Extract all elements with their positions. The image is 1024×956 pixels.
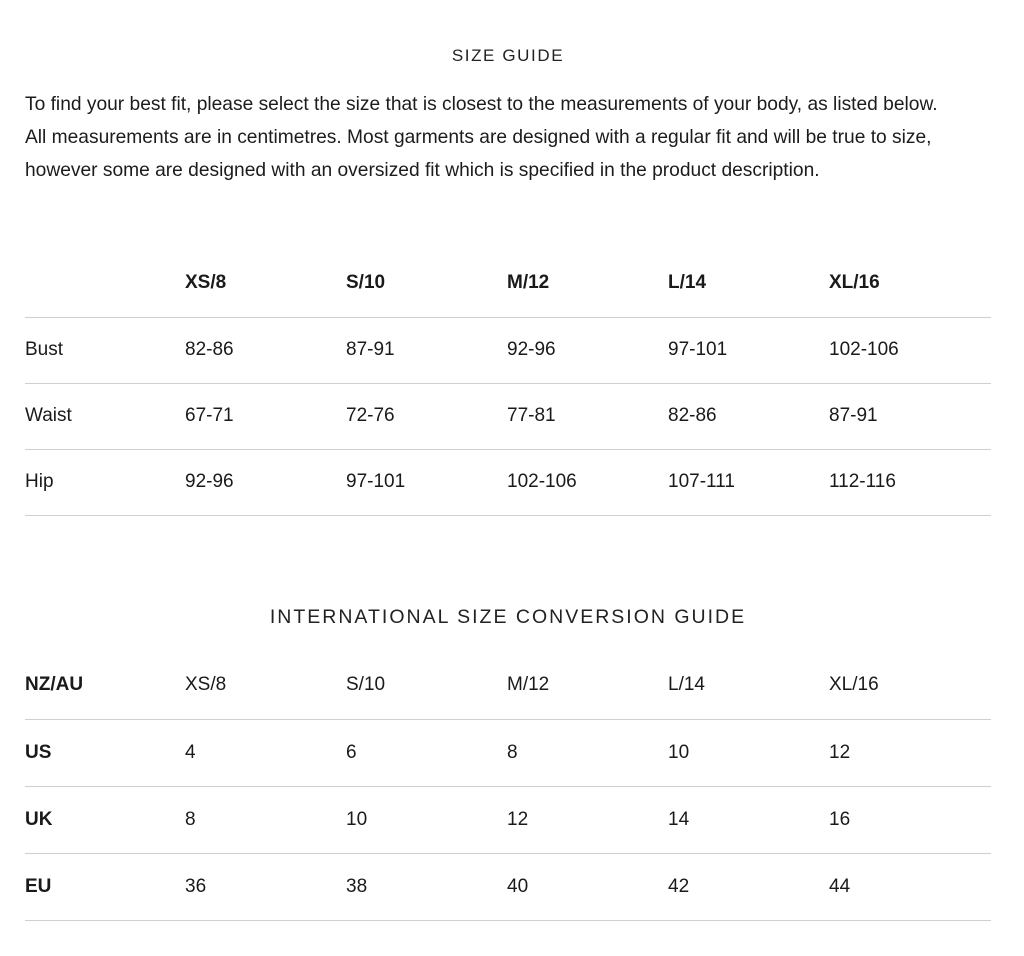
row-label: UK: [25, 786, 185, 853]
header-cell-m: M/12: [507, 250, 668, 317]
row-label: US: [25, 719, 185, 786]
table-cell: 12: [507, 786, 668, 853]
table-cell: 42: [668, 853, 829, 920]
table-cell: 14: [668, 786, 829, 853]
row-label: NZ/AU: [25, 652, 185, 719]
table-cell: 97-101: [668, 317, 829, 383]
table-cell: 87-91: [829, 383, 991, 449]
table-row: [25, 853, 991, 920]
table-cell: L/14: [668, 652, 829, 719]
table-cell: 6: [346, 719, 507, 786]
table-row: [25, 652, 991, 719]
table-row: [25, 317, 991, 383]
table-cell: 97-101: [346, 449, 507, 515]
table-header-row: [25, 250, 991, 317]
table-cell: 77-81: [507, 383, 668, 449]
header-cell-l: L/14: [668, 250, 829, 317]
table-cell: 82-86: [668, 383, 829, 449]
size-conversion-table: [25, 652, 991, 921]
row-label: EU: [25, 853, 185, 920]
table-cell: 10: [668, 719, 829, 786]
table-cell: 112-116: [829, 449, 991, 515]
table-cell: XL/16: [829, 652, 991, 719]
table-cell: 36: [185, 853, 346, 920]
table-row: [25, 383, 991, 449]
table-cell: 102-106: [507, 449, 668, 515]
table-cell: 44: [829, 853, 991, 920]
table-cell: M/12: [507, 652, 668, 719]
table-cell: 8: [185, 786, 346, 853]
table-cell: 10: [346, 786, 507, 853]
header-cell-s: S/10: [346, 250, 507, 317]
table-cell: 72-76: [346, 383, 507, 449]
table-cell: 87-91: [346, 317, 507, 383]
intro-text: [25, 88, 991, 187]
header-cell-xs: XS/8: [185, 250, 346, 317]
table-cell: 92-96: [185, 449, 346, 515]
intro-line: All measurements are in centimetres. Most garments are designed with a regular fit and will be true to size,: [25, 127, 932, 148]
table-cell: 12: [829, 719, 991, 786]
table-cell: 102-106: [829, 317, 991, 383]
table-cell: S/10: [346, 652, 507, 719]
conversion-title: INTERNATIONAL SIZE CONVERSION GUIDE: [269, 606, 747, 628]
table-cell: XS/8: [185, 652, 346, 719]
table-row: [25, 719, 991, 786]
table-cell: 82-86: [185, 317, 346, 383]
header-cell-xl: XL/16: [829, 250, 991, 317]
table-cell: 67-71: [185, 383, 346, 449]
table-cell: 40: [507, 853, 668, 920]
table-cell: 4: [185, 719, 346, 786]
table-cell: 92-96: [507, 317, 668, 383]
table-cell: 107-111: [668, 449, 829, 515]
intro-line: however some are designed with an oversized fit which is specified in the product description.: [25, 160, 820, 181]
table-cell: 16: [829, 786, 991, 853]
table-row: [25, 786, 991, 853]
table-cell: 38: [346, 853, 507, 920]
row-label: Hip: [25, 449, 185, 515]
size-measurements-table: [25, 250, 991, 516]
page-title: SIZE GUIDE: [451, 46, 565, 65]
row-label: Bust: [25, 317, 185, 383]
header-cell-empty: [25, 250, 185, 317]
table-row: [25, 449, 991, 515]
table-cell: 8: [507, 719, 668, 786]
row-label: Waist: [25, 383, 185, 449]
intro-line: To find your best fit, please select the size that is closest to the measurements of your body, as listed below.: [25, 94, 938, 115]
